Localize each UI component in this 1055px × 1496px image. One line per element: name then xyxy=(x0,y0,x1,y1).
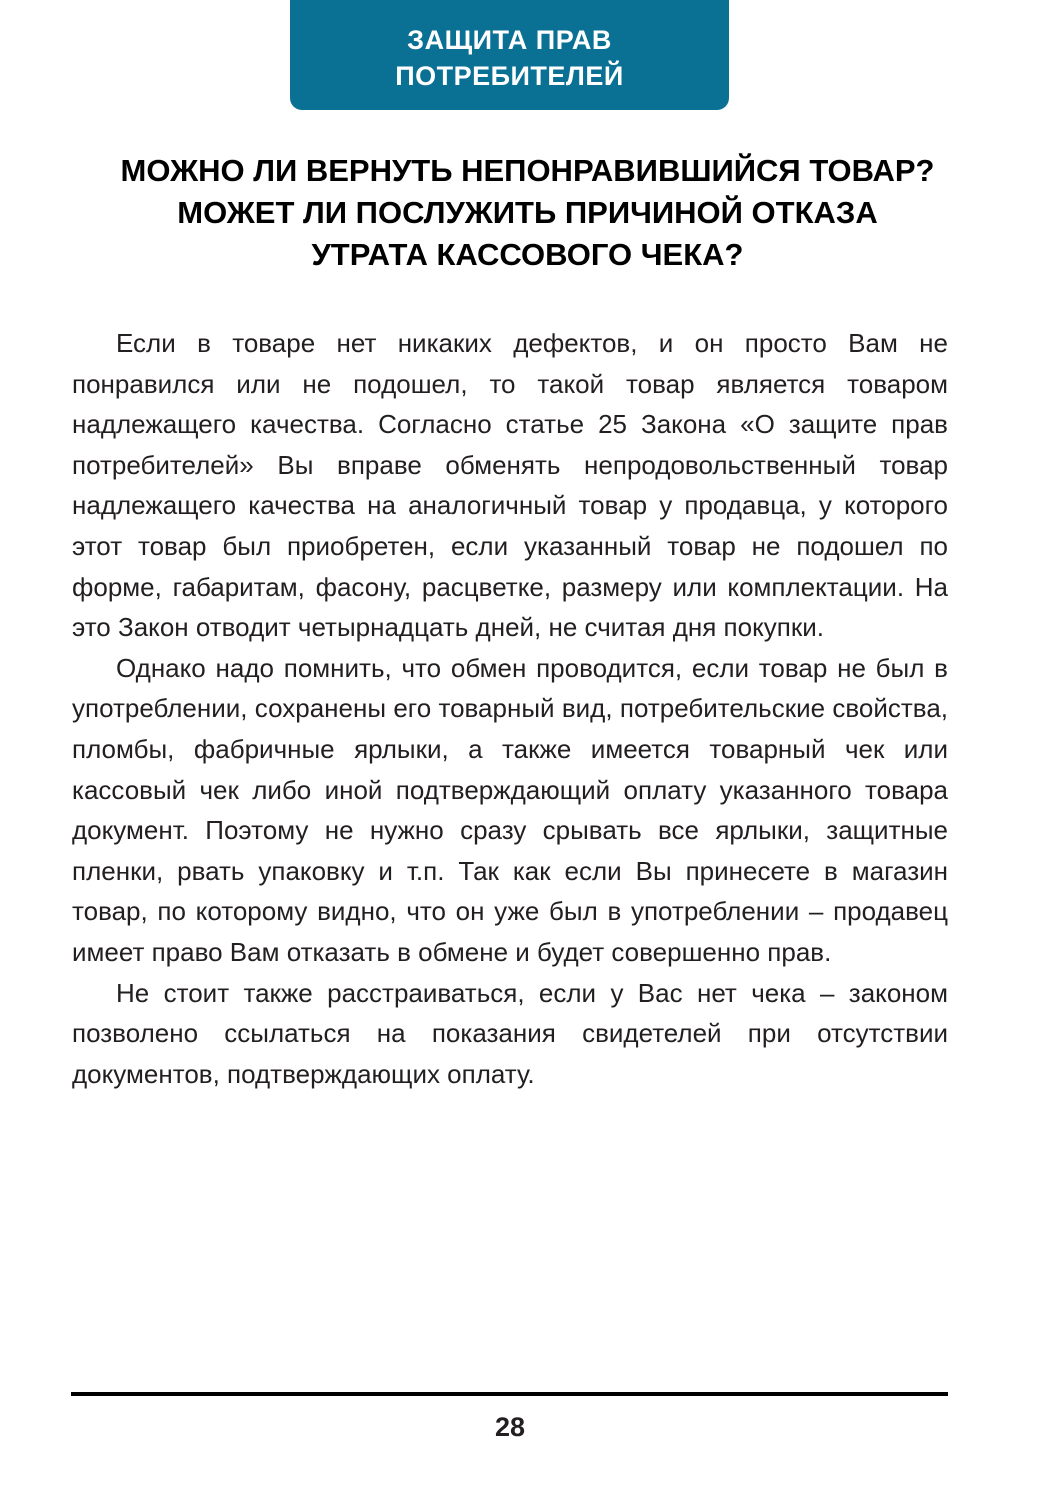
article-body xyxy=(72,323,948,1094)
section-header-line-1: ЗАЩИТА ПРАВ xyxy=(407,25,612,55)
page-title-line-1: МОЖНО ЛИ ВЕРНУТЬ НЕПОНРАВИВШИЙСЯ ТОВАР? xyxy=(120,153,935,188)
footer-divider xyxy=(71,1392,948,1396)
section-header-line-2: ПОТРЕБИТЕЛЕЙ xyxy=(395,61,624,91)
paragraph-3: Не стоит также расстраиваться, если у Вас нет чека – законом позволено ссылаться на показания свидетелей при отсутствии документов, подтверждающих оплату. xyxy=(72,977,948,1089)
page-title xyxy=(40,150,1015,276)
paragraph-1: Если в товаре нет никаких дефектов, и он просто Вам не понравился или не подошел, то такой товар является товаром надлежащего качества. Согласно статье 25 Закона «О защите прав потребителей» Вы вправе обменять непродовольственный товар надлежащего качества на аналогичный товар у продавца, у которого этот товар был приобретен, если указанный товар не подошел по форме, габаритам, фасону, расцветке, размеру или комплектации. На это Закон отводит четырнадцать дней, не считая дня покупки. xyxy=(72,328,948,643)
paragraph-2: Однако надо помнить, что обмен проводится, если товар не был в употреблении, сохранены его товарный вид, потребительские свойства, пломбы, фабричные ярлыки, а также имеется товарный чек или кассовый чек либо иной подтверждающий оплату указанного товара документ. Поэтому не нужно сразу срывать все ярлыки, защитные пленки, рвать упаковку и т.п. Так как если Вы принесете в магазин товар, по которому видно, что он уже был в употреблении – продавец имеет право Вам отказать в обмене и будет совершенно прав. xyxy=(72,652,948,967)
page-number: 28 xyxy=(494,1412,526,1442)
page-title-line-2: МОЖЕТ ЛИ ПОСЛУЖИТЬ ПРИЧИНОЙ ОТКАЗА xyxy=(177,195,878,230)
section-header-tab xyxy=(290,0,729,110)
page-title-line-3: УТРАТА КАССОВОГО ЧЕКА? xyxy=(311,237,744,272)
